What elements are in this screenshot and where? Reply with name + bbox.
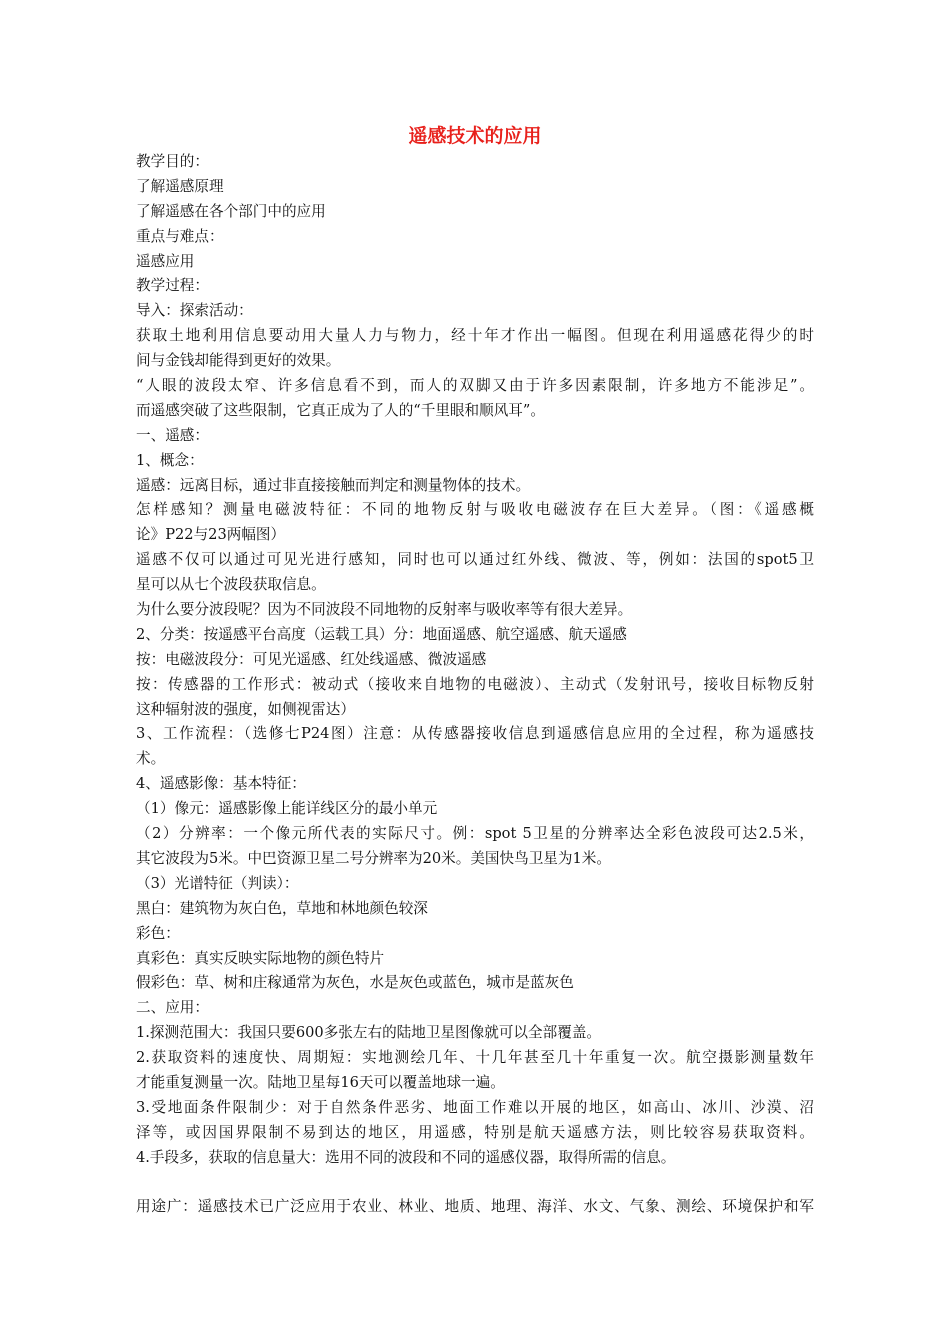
text-line: 4、遥感影像：基本特征： [136, 775, 306, 793]
text-line: 其它波段为5米。中巴资源卫星二号分辨率为20米。美国快鸟卫星为1米。 [136, 849, 611, 867]
text-line: 论》P22与23两幅图） [136, 526, 286, 544]
text-line: 按：电磁波段分：可见光遥感、红处线遥感、微波遥感 [136, 650, 487, 668]
text-line: 而遥感突破了这些限制，它真正成为了人的“千里眼和顺风耳”。 [136, 401, 545, 419]
text-line: 了解遥感在各个部门中的应用 [136, 202, 326, 220]
text-line: 重点与难点： [136, 227, 224, 245]
text-line: 用途广：遥感技术已广泛应用于农业、林业、地质、地理、海洋、水文、气象、测绘、环境保护和军 [136, 1198, 814, 1216]
text-line: 为什么要分波段呢？因为不同波段不同地物的反射率与吸收率等有很大差异。 [136, 601, 633, 619]
text-line: 术。 [136, 750, 166, 768]
text-line: 1.探测范围大：我国只要600多张左右的陆地卫星图像就可以全部覆盖。 [136, 1024, 602, 1042]
text-line: 了解遥感原理 [136, 177, 224, 195]
text-line: 假彩色：草、树和庄稼通常为灰色，水是灰色或蓝色，城市是蓝灰色 [136, 974, 574, 992]
text-line: 彩色： [136, 924, 180, 942]
text-line: 1、概念： [136, 451, 204, 469]
text-line: 2.获取资料的速度快、周期短：实地测绘几年、十几年甚至几十年重复一次。航空摄影测量数年 [136, 1049, 814, 1067]
text-line: （1）像元：遥感影像上能详线区分的最小单元 [136, 800, 438, 818]
blank-line [136, 1171, 814, 1196]
text-line: 遥感：远离目标，通过非直接接触而判定和测量物体的技术。 [136, 476, 531, 494]
text-line: 怎样感知？测量电磁波特征：不同的地物反射与吸收电磁波存在巨大差异。（图：《遥感概 [136, 501, 814, 519]
text-line: 二、应用： [136, 999, 209, 1017]
text-line: 这种辐射波的强度，如侧视雷达） [136, 700, 355, 718]
document-title: 遥感技术的应用 [408, 125, 542, 147]
text-line: 才能重复测量一次。陆地卫星每16天可以覆盖地球一遍。 [136, 1073, 505, 1091]
text-line: 2、分类：按遥感平台高度（运载工具）分：地面遥感、航空遥感、航天遥感 [136, 625, 627, 643]
text-line: “人眼的波段太窄、许多信息看不到，而人的双脚又由于许多因素限制，许多地方不能涉足”。 [136, 377, 814, 395]
text-line: 按：传感器的工作形式：被动式（接收来自地物的电磁波）、主动式（发射讯号，接收目标物反射 [136, 675, 814, 693]
text-line: 遥感应用 [136, 252, 195, 270]
text-line: 教学过程： [136, 277, 209, 295]
text-line: 泽等，或因国界限制不易到达的地区，用遥感，特别是航天遥感方法，则比较容易获取资料。 [136, 1123, 814, 1141]
text-line: 真彩色：真实反映实际地物的颜色特片 [136, 949, 385, 967]
document-body [136, 150, 814, 1220]
text-line: 遥感不仅可以通过可见光进行感知，同时也可以通过红外线、微波、等，例如：法国的spot5卫 [136, 551, 814, 569]
text-line: 3.受地面条件限制少：对于自然条件恶劣、地面工作难以开展的地区，如高山、冰川、沙漠、沼 [136, 1098, 814, 1116]
text-line: 黑白：建筑物为灰白色，草地和林地颜色较深 [136, 899, 428, 917]
text-line: 教学目的： [136, 153, 209, 170]
text-line: 星可以从七个波段获取信息。 [136, 576, 326, 594]
text-line: 一、遥感： [136, 426, 209, 444]
text-line: （3）光谱特征（判读）： [136, 874, 299, 892]
text-line: 3、工作流程：（选修七P24图）注意：从传感器接收信息到遥感信息应用的全过程，称为遥感技 [136, 725, 814, 743]
text-line: 间与金钱却能得到更好的效果。 [136, 352, 341, 370]
text-line: 4.手段多，获取的信息量大：选用不同的波段和不同的遥感仪器，取得所需的信息。 [136, 1148, 676, 1166]
text-line: 导入：探索活动： [136, 302, 253, 320]
text-line: 获取土地利用信息要动用大量人力与物力，经十年才作出一幅图。但现在利用遥感花得少的时 [136, 327, 814, 345]
text-line: （2）分辨率：一个像元所代表的实际尺寸。例：spot 5卫星的分辨率达全彩色波段可达2.5米， [136, 825, 814, 843]
